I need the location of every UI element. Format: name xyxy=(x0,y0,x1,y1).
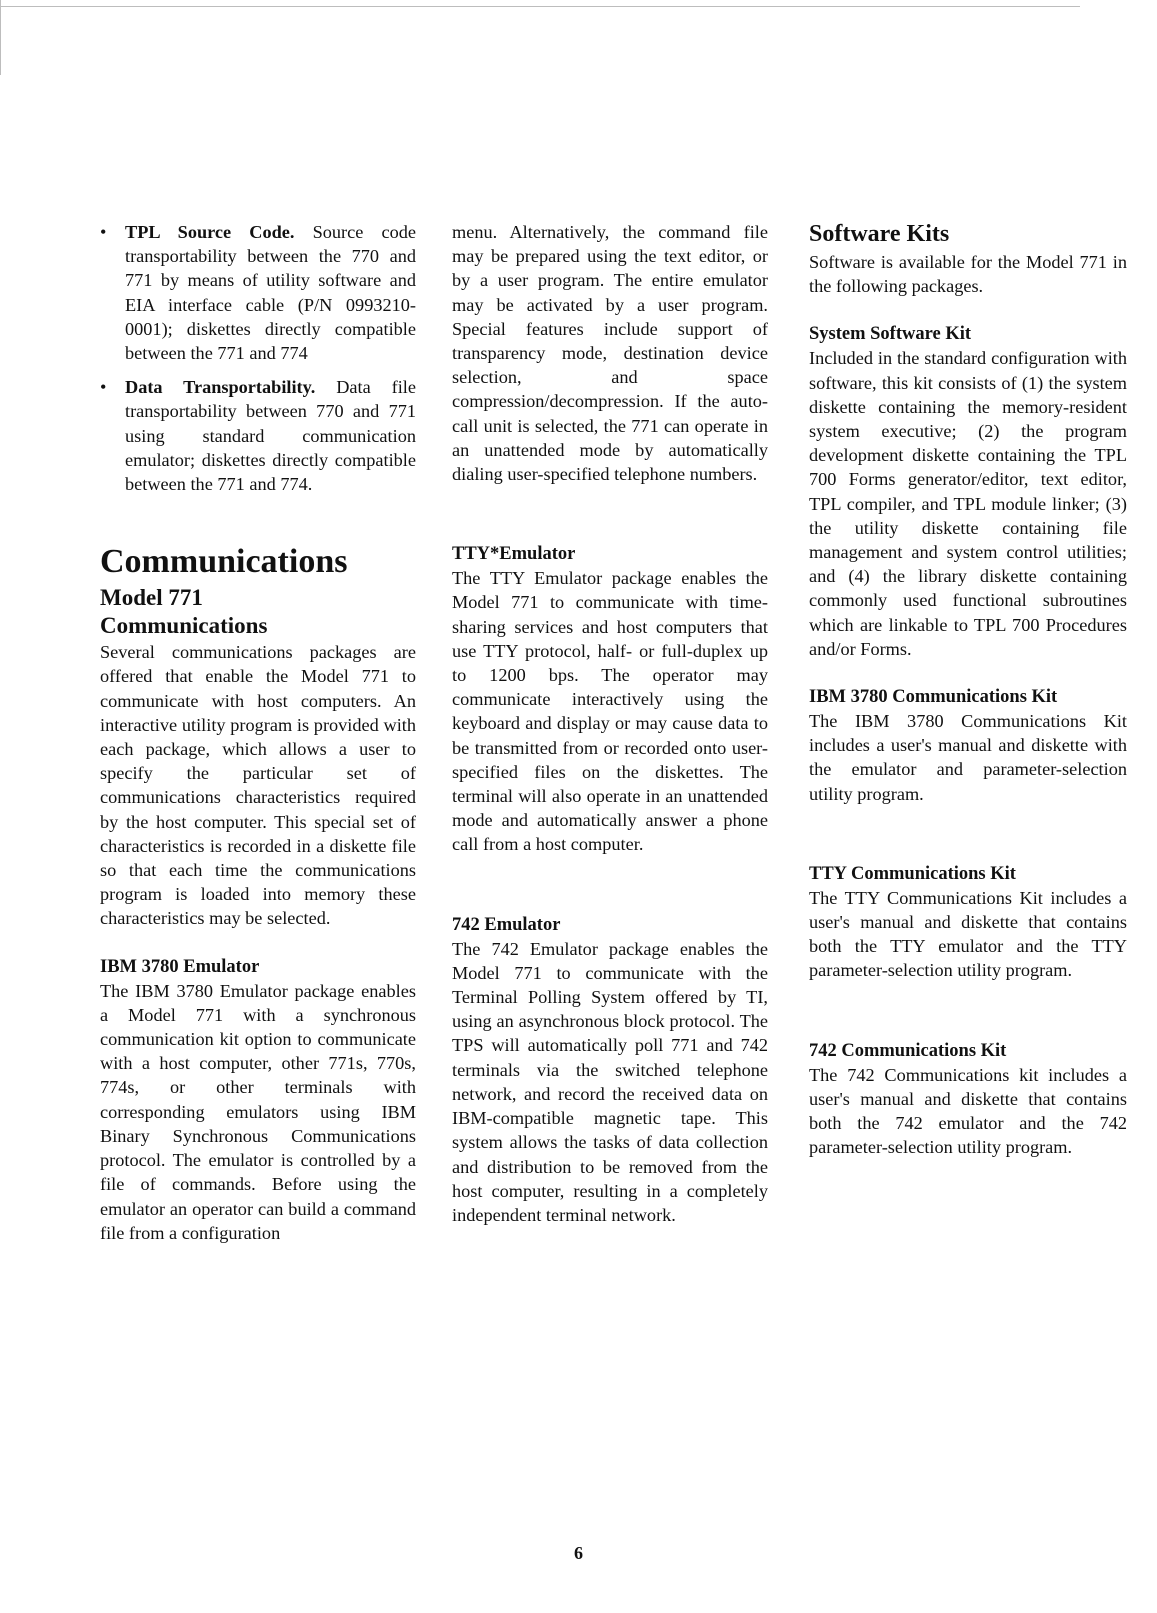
bullet-term: Data Transportability. xyxy=(125,377,316,398)
bullet-tpl-source-code xyxy=(100,220,416,365)
bullet-icon: • xyxy=(100,377,107,398)
system-software-kit-heading: System Software Kit xyxy=(809,324,972,345)
bullet-data-transportability xyxy=(100,375,416,496)
ibm-3780-kit-text: The IBM 3780 Communications Kit includes a user's manual and diskette with the emulator and parameter-selection utility program. xyxy=(809,711,1127,804)
column-3 xyxy=(809,220,1127,1159)
column-2 xyxy=(452,220,768,1227)
bullet-term: TPL Source Code. xyxy=(125,222,295,242)
742-kit-heading: 742 Communications Kit xyxy=(809,1040,1007,1061)
bullet-text: Data file transportability between 770 and 771 using standard communication emulator; diskettes directly compatible between the 771 and 774. xyxy=(125,377,416,495)
ibm-3780-emulator-continuation: menu. Alternatively, the command file may be prepared using the text editor, or by a user program. The entire emulator may be activated by a user program. Special features include support of transparency mode, destination device selection, and space compression/decompression. If the auto-call unit is selected, the 771 can operate in an unattended mode by automatically dialing user-specified telephone numbers. xyxy=(452,222,768,485)
tty-kit-text: The TTY Communications Kit includes a user's manual and diskette that contains both the TTY emulator and the TTY parameter-selection utility program. xyxy=(809,887,1127,981)
bullet-text: Source code transportability between the 770 and 771 by means of utility software and EIA interface cable (P/N 0993210-0001); diskettes directly compatible between the 771 and 774 xyxy=(125,222,416,364)
742-kit-text: The 742 Communications kit includes a user's manual and diskette that contains both the 742 emulator and the 742 parameter-selection utility program. xyxy=(809,1064,1127,1158)
subheading-communications: Communications xyxy=(100,613,268,639)
system-software-kit-text: Included in the standard configuration with software, this kit consists of (1) the system diskette containing the memory-resident system executive; (2) the program development diskette containing the TPL 700 Forms generator/editor, text editor, TPL compiler, and TPL module linker; (3) the utility diskette containing file management and system control utilities; and (4) the library diskette containing commonly used functional subroutines which are linkable to TPL 700 Procedures and/or Forms. xyxy=(809,348,1127,659)
communications-intro: Several communications packages are offered that enable the Model 771 to communicate with host computers. An interactive utility program is provided with each package, which allows a user to specify the particular set of communications characteristics required by the host computer. This special set of characteristics is recorded in a diskette file so that each time the communications program is loaded into memory these characteristics may be selected. xyxy=(100,642,416,929)
ibm-3780-kit-heading: IBM 3780 Communications Kit xyxy=(809,687,1058,708)
software-kits-heading: Software Kits xyxy=(809,221,950,247)
tty-kit-heading: TTY Communications Kit xyxy=(809,863,1016,884)
feature-bullet-list xyxy=(100,220,416,496)
software-kits-intro: Software is available for the Model 771 in the following packages. xyxy=(809,252,1127,297)
left-edge-mark xyxy=(0,0,1,75)
ibm-3780-emulator-heading: IBM 3780 Emulator xyxy=(100,956,260,977)
bullet-icon: • xyxy=(100,222,107,242)
tty-emulator-text: The TTY Emulator package enables the Model 771 to communicate with time-sharing services and host computers that use TTY protocol, half- or full-duplex up to 1200 bps. The operator may communicate interactively using the keyboard and display or may cause data to be transmitted from or recorded onto user-specified files on the diskettes. The terminal will also operate in an unattended mode and automatically answer a phone call from a host computer. xyxy=(452,568,768,855)
top-rule xyxy=(0,6,1080,7)
ibm-3780-emulator-text: The IBM 3780 Emulator package enables a Model 771 with a synchronous communication kit option to communicate with a host computer, other 771s, 770s, 774s, or other terminals with corresponding emulators using IBM Binary Synchronous Communications protocol. The emulator is controlled by a file of commands. Before using the emulator an operator can build a command file from a configuration xyxy=(100,980,416,1243)
subheading-model-771: Model 771 xyxy=(100,585,203,611)
page-number: 6 xyxy=(574,1543,583,1563)
tty-emulator-heading: TTY*Emulator xyxy=(452,544,576,565)
742-emulator-text: The 742 Emulator package enables the Model 771 to communicate with the Terminal Polling System offered by TI, using an asynchronous block protocol. The TPS will automatically poll 771 and 742 terminals via the switched telephone network, and record the received data on IBM-compatible magnetic tape. This system allows the tasks of data collection and distribution to be removed from the host computer, resulting in a completely independent terminal network. xyxy=(452,938,768,1225)
742-emulator-heading: 742 Emulator xyxy=(452,914,561,935)
column-1 xyxy=(100,220,416,1245)
section-heading-communications: Communications xyxy=(100,543,348,581)
